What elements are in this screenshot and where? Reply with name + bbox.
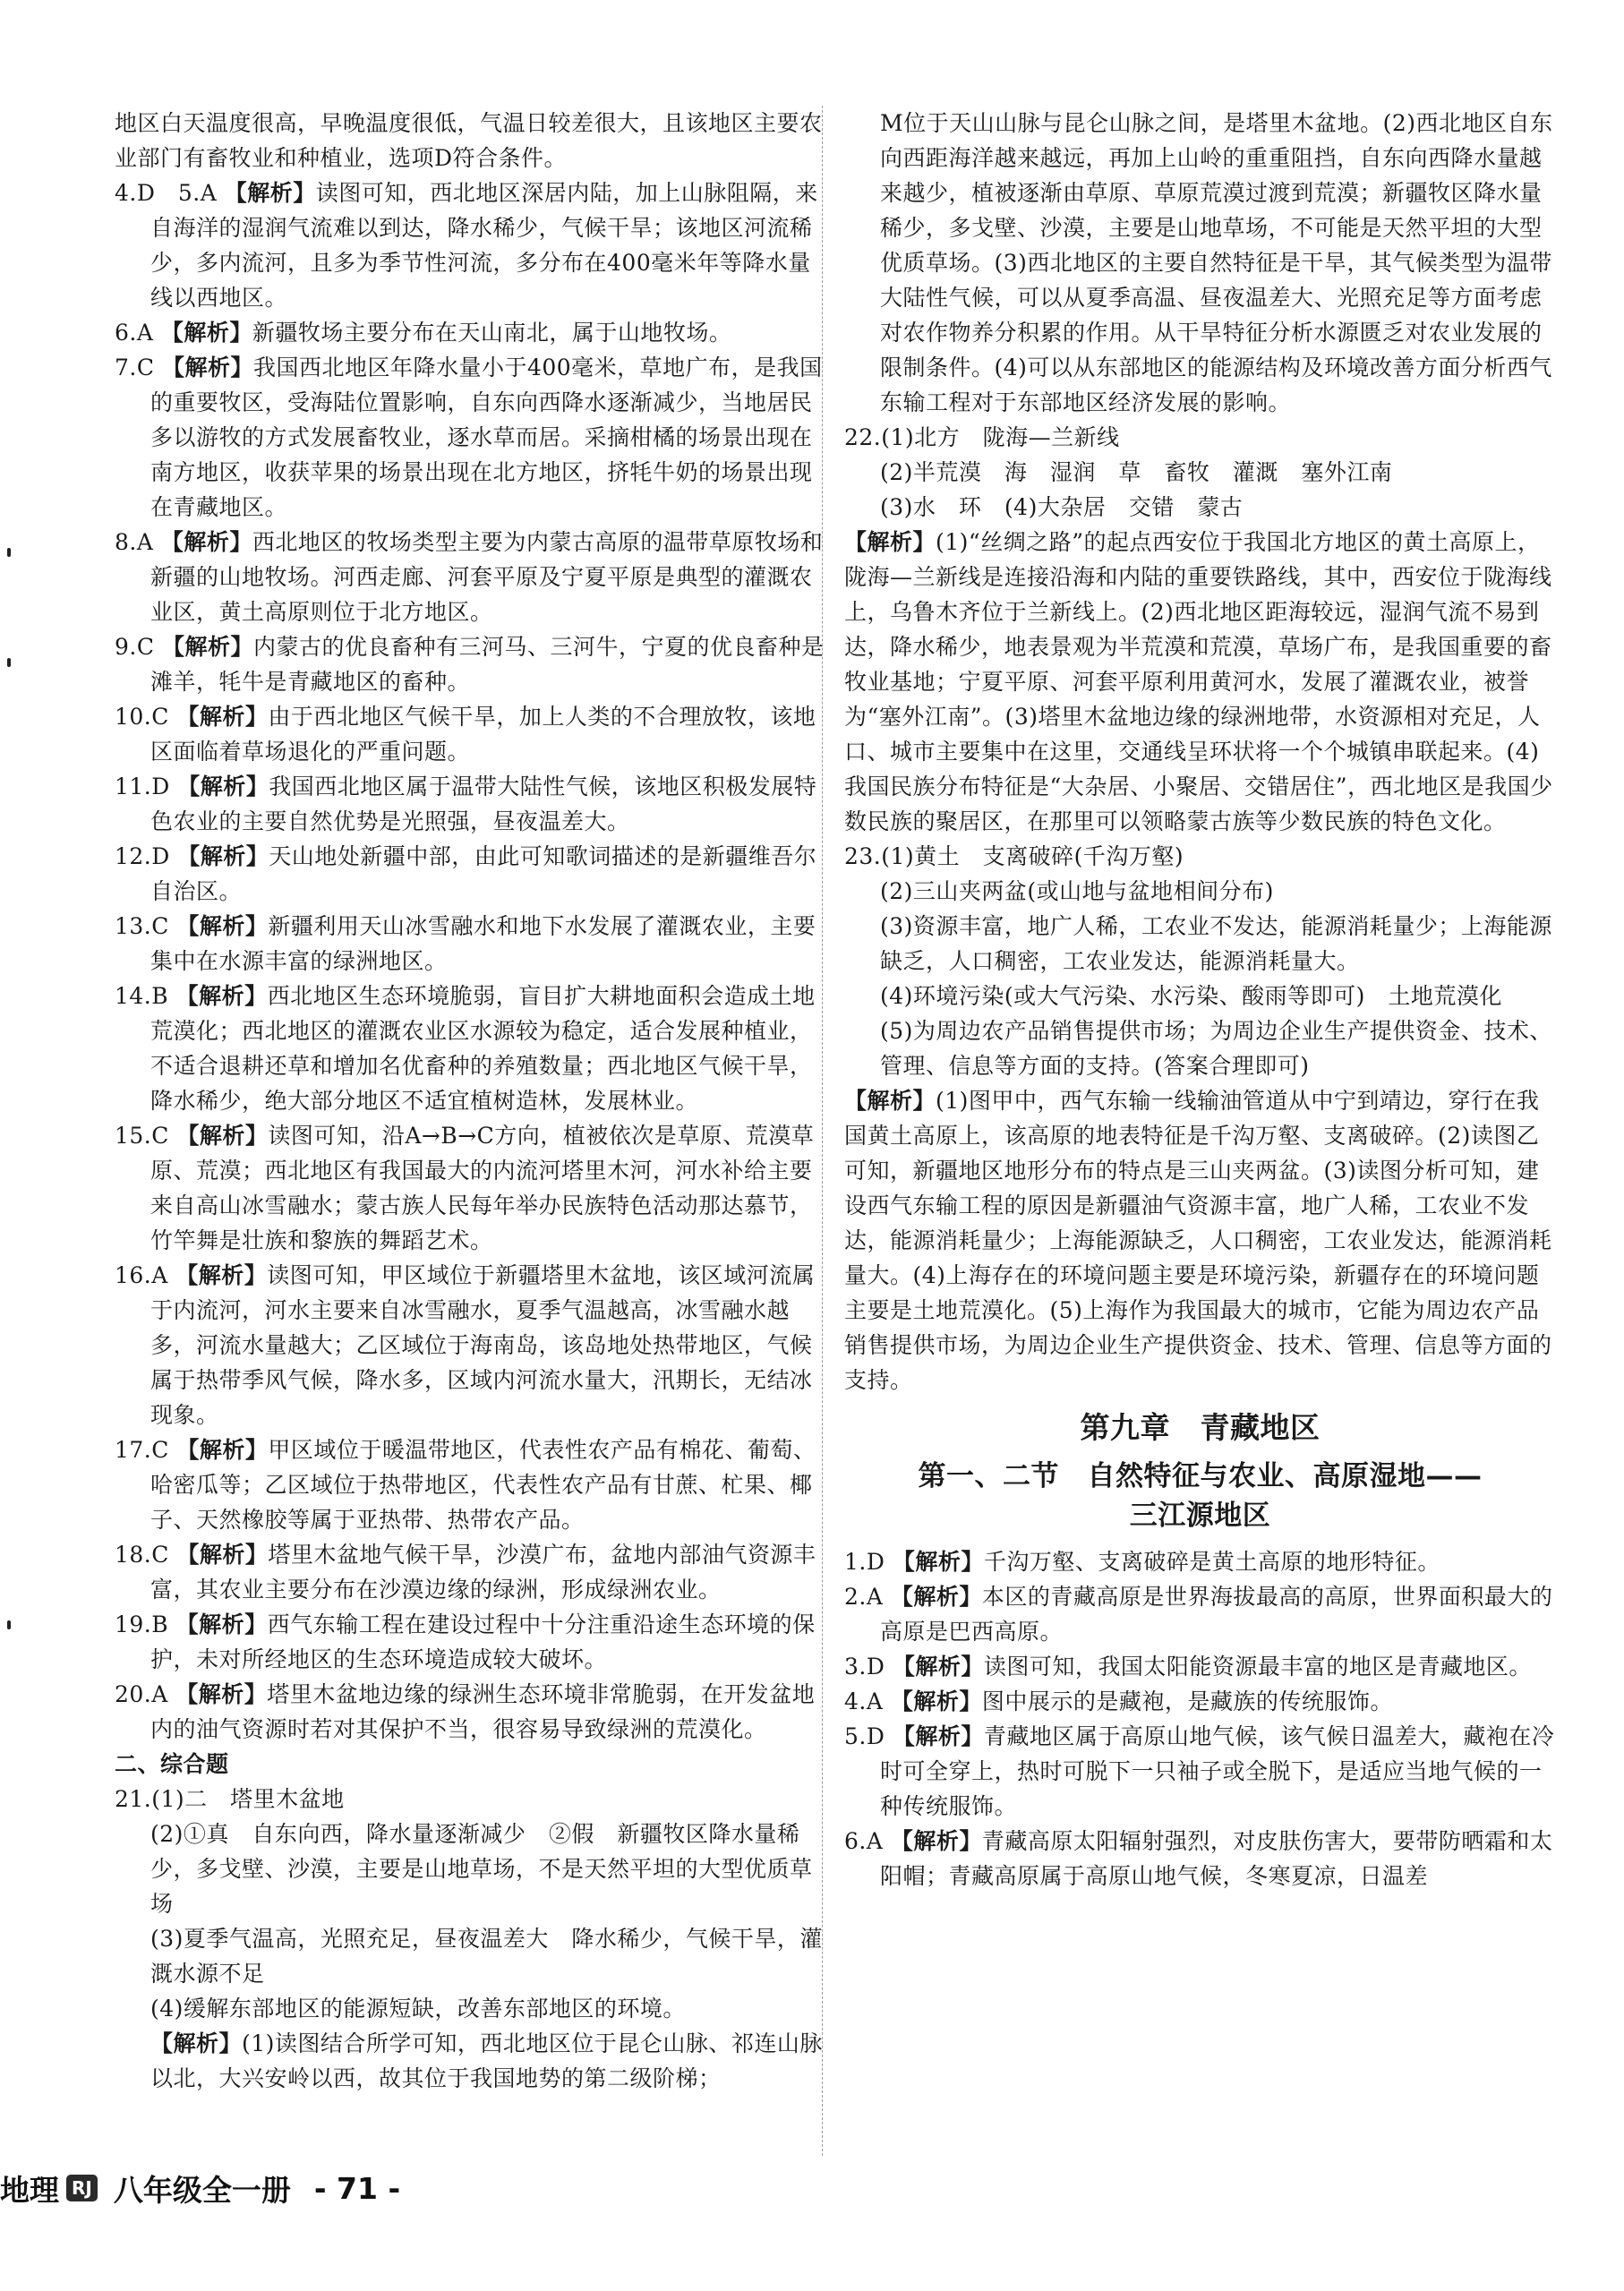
answer-item-c1: 1.D 【解析】千沟万壑、支离破碎是黄土高原的地形特征。 [844,1549,1440,1575]
answer-23-analysis: 【解析】(1)图甲中，西气东输一线输油管道从中宁到靖边，穿行在我国黄土高原上，该高原的地表特征是千沟万壑、支离破碎。(2)读图乙可知，新疆地区地形分布的特点是三山夹两盆。(3)读图分析可知，建设西气东输工程的原因是新疆油气资源丰富，地广人稀，工农业不发达，能源消耗量少；上海能源缺乏，人口稠密，工农业发达，能源消耗量大。(4)上海存在的环境问题主要是环境污染，新疆存在的环境问题主要是土地荒漠化。(5)上海作为我国最大的城市，它能为周边农产品销售提供市场，为周边企业生产提供资金、技术、管理、信息等方面的支持。 [844,1088,1552,1393]
answer-23-part-3: (3)资源丰富，地广人稀，工农业不发达，能源消耗量少；上海能源缺乏，人口稠密，工农业发达，能源消耗量大。 [880,913,1552,974]
answer-item-14: 14.B 【解析】西北地区生态环境脆弱，盲目扩大耕地面积会造成土地荒漠化；西北地区的灌溉农业区水源较为稳定，适合发展种植业，不适合退耕还草和增加名优畜种的养殖数量；西北地区气候干旱，降水稀少，绝大部分地区不适宜植树造林，发展林业。 [115,983,816,1114]
answer-21-part-3: (3)夏季气温高，光照充足，昼夜温差大 降水稀少，气候干旱，灌溉水源不足 [150,1926,823,1987]
margin-mark [7,658,11,667]
paragraph-continuation: 地区白天温度很高，早晚温度很低，气温日较差很大，且该地区主要农业部门有畜牧业和种植业，选项D符合条件。 [115,110,823,171]
answer-item-6: 6.A 【解析】新疆牧场主要分布在天山南北，属于山地牧场。 [115,320,732,346]
answer-item-18: 18.C 【解析】塔里木盆地气候干旱，沙漠广布，盆地内部油气资源丰富，其农业主要分布在沙漠边缘的绿洲，形成绿洲农业。 [115,1542,816,1603]
edition-badge: RJ [66,2175,98,2201]
answer-item-17: 17.C 【解析】甲区域位于暖温带地区，代表性农产品有棉花、葡萄、哈密瓜等；乙区域位于热带地区，代表性农产品有甘蔗、杧果、椰子、天然橡胶等属于亚热带、热带农产品。 [115,1437,816,1533]
answer-item-c4: 4.A 【解析】图中展示的是藏袍，是藏族的传统服饰。 [844,1688,1393,1714]
answer-item-c6: 6.A 【解析】青藏高原太阳辐射强烈，对皮肤伤害大，要带防晒霜和太阳帽；青藏高原属于高原山地气候，冬寒夏凉，日温差 [844,1828,1553,1889]
answer-item-15: 15.C 【解析】读图可知，沿A→B→C方向，植被依次是草原、荒漠草原、荒漠；西北地区有我国最大的内流河塔里木河，河水补给主要来自高山冰雪融水；蒙古族人民每年举办民族特色活动那达慕节，竹竿舞是壮族和黎族的舞蹈艺术。 [115,1123,815,1253]
answer-item-c5: 5.D 【解析】青藏地区属于高原山地气候，该气候日温差大，藏袍在冷时可全穿上，热时可脱下一只袖子或全脱下，是适应当地气候的一种传统服饰。 [844,1723,1555,1819]
footer-grade: 八年级全一册 [113,2172,291,2208]
answer-item-7: 7.C 【解析】我国西北地区年降水量小于400毫米，草地广布，是我国的重要牧区，受海陆位置影响，自东向西降水逐渐减少，当地居民多以游牧的方式发展畜牧业，逐水草而居。采摘柑橘的场景出现在南方地区，收获苹果的场景出现在北方地区，挤牦牛奶的场景出现在青藏地区。 [115,355,823,520]
page-number: - 71 - [313,2170,401,2206]
answer-23-part-2: (2)三山夹两盆(或山地与盆地相间分布) [880,878,1274,904]
answer-22-part-2: (2)半荒漠 海 湿润 草 畜牧 灌溉 塞外江南 [880,459,1393,485]
left-column [115,106,826,2096]
answer-item-8: 8.A 【解析】西北地区的牧场类型主要为内蒙古高原的温带草原牧场和新疆的山地牧场。河西走廊、河套平原及宁夏平原是典型的灌溉农业区，黄土高原则位于北方地区。 [115,529,824,625]
answer-item-22: 22.(1)北方 陇海—兰新线 [844,424,1120,450]
answer-21-part-4: (4)缓解东部地区的能源短缺，改善东部地区的环境。 [150,1996,686,2022]
answer-22-analysis: 【解析】(1)“丝绸之路”的起点西安位于我国北方地区的黄土高原上，陇海—兰新线是连接沿海和内陆的重要铁路线，其中，西安位于陇海线上，乌鲁木齐位于兰新线上。(2)西北地区距海较远，湿润气流不易到达，降水稀少，地表景观为半荒漠和荒漠，草场广布，是我国重要的畜牧业基地；宁夏平原、河套平原利用黄河水，发展了灌溉农业，被誉为“塞外江南”。(3)塔里木盆地边缘的绿洲地带，水资源相对充足，人口、城市主要集中在这里，交通线呈环状将一个个城镇串联起来。(4)我国民族分布特征是“大杂居、小聚居、交错居住”，西北地区是我国少数民族的聚居区，在那里可以领略蒙古族等少数民族的特色文化。 [844,529,1553,834]
answer-item-c3: 3.D 【解析】读图可知，我国太阳能资源最丰富的地区是青藏地区。 [844,1654,1532,1680]
answer-item-c2: 2.A 【解析】本区的青藏高原是世界海拔最高的高原，世界面积最大的高原是巴西高原。 [844,1584,1553,1645]
answer-item-16: 16.A 【解析】读图可知，甲区域位于新疆塔里木盆地，该区域河流属于内流河，河水主要来自冰雪融水，夏季气温越高，冰雪融水越多，河流水量越大；乙区域位于海南岛，该岛地处热带地区，气候属于热带季风气候，降水多，区域内河流水量大，汛期长，无结冰现象。 [115,1262,816,1428]
section-title [844,1457,1556,1535]
answer-item-20: 20.A 【解析】塔里木盆地边缘的绿洲生态环境非常脆弱，在开发盆地内的油气资源时若对其保护不当，很容易导致绿洲的荒漠化。 [115,1681,816,1742]
footer-subject: 地理 [0,2172,59,2208]
page-footer [0,2167,400,2210]
margin-mark [7,548,11,557]
answer-item-4-5: 4.D 5.A 【解析】读图可知，西北地区深居内陆，加上山脉阻隔，来自海洋的湿润气流难以到达，降水稀少，气候干旱；该地区河流稀少，多内流河，且多为季节性河流，多分布在400毫米年等降水量线以西地区。 [115,180,818,311]
answer-item-12: 12.D 【解析】天山地处新疆中部，由此可知歌词描述的是新疆维吾尔自治区。 [115,843,817,904]
answer-item-19: 19.B 【解析】西气东输工程在建设过程中十分注重沿途生态环境的保护，未对所经地区的生态环境造成较大破坏。 [115,1611,816,1672]
answer-item-10: 10.C 【解析】由于西北地区气候干旱，加上人类的不合理放牧，该地区面临着草场退化的严重问题。 [115,704,816,765]
section-title-line-1: 第一、二节 自然特征与农业、高原湿地—— [918,1460,1483,1492]
chapter-title: 第九章 青藏地区 [1080,1410,1321,1445]
answer-21-analysis-continued: M位于天山山脉与昆仑山脉之间，是塔里木盆地。(2)西北地区自东向西距海洋越来越远，再加上山岭的重重阻挡，自东向西降水量越来越少，植被逐渐由草原、草原荒漠过渡到荒漠；新疆牧区降水量稀少，多戈壁、沙漠，主要是山地草场，不可能是天然平坦的大型优质草场。(3)西北地区的主要自然特征是干旱，其气候类型为温带大陆性气候，可以从夏季高温、昼夜温差大、光照充足等方面考虑对农作物养分积累的作用。从干旱特征分析水源匮乏对农业发展的限制条件。(4)可以从东部地区的能源结构及环境改善方面分析西气东输工程对于东部地区经济发展的影响。 [880,110,1553,415]
answer-item-13: 13.C 【解析】新疆利用天山冰雪融水和地下水发展了灌溉农业，主要集中在水源丰富的绿洲地区。 [115,913,816,974]
column-divider [822,106,824,2156]
answer-21-part-2: (2)①真 自东向西，降水量逐渐减少 ②假 新疆牧区降水量稀少，多戈壁、沙漠，主要是山地草场，不是天然平坦的大型优质草场 [150,1821,813,1917]
answer-item-9: 9.C 【解析】内蒙古的优良畜种有三河马、三河牛，宁夏的优良畜种是滩羊，牦牛是青藏地区的畜种。 [115,634,825,695]
answer-item-11: 11.D 【解析】我国西北地区属于温带大陆性气候，该地区积极发展特色农业的主要自然优势是光照强，昼夜温差大。 [115,774,817,834]
answer-item-21: 21.(1)二 塔里木盆地 [115,1786,345,1812]
answer-21-analysis: 【解析】(1)读图结合所学可知，西北地区位于昆仑山脉、祁连山脉以北，大兴安岭以西，故其位于我国地势的第二级阶梯； [150,2030,823,2091]
section-heading-comprehensive: 二、综合题 [115,1751,229,1777]
answer-23-part-5: (5)为周边农产品销售提供市场；为周边企业生产提供资金、技术、管理、信息等方面的支持。(答案合理即可) [880,1018,1552,1079]
section-title-line-2: 三江源地区 [1129,1500,1271,1532]
right-column [844,106,1556,1893]
answer-22-part-3: (3)水 环 (4)大杂居 交错 蒙古 [880,494,1244,520]
answer-23-part-4: (4)环境污染(或大气污染、水污染、酸雨等即可) 土地荒漠化 [880,983,1502,1009]
answer-item-23: 23.(1)黄土 支离破碎(千沟万壑) [844,843,1184,869]
margin-mark [7,1620,11,1629]
